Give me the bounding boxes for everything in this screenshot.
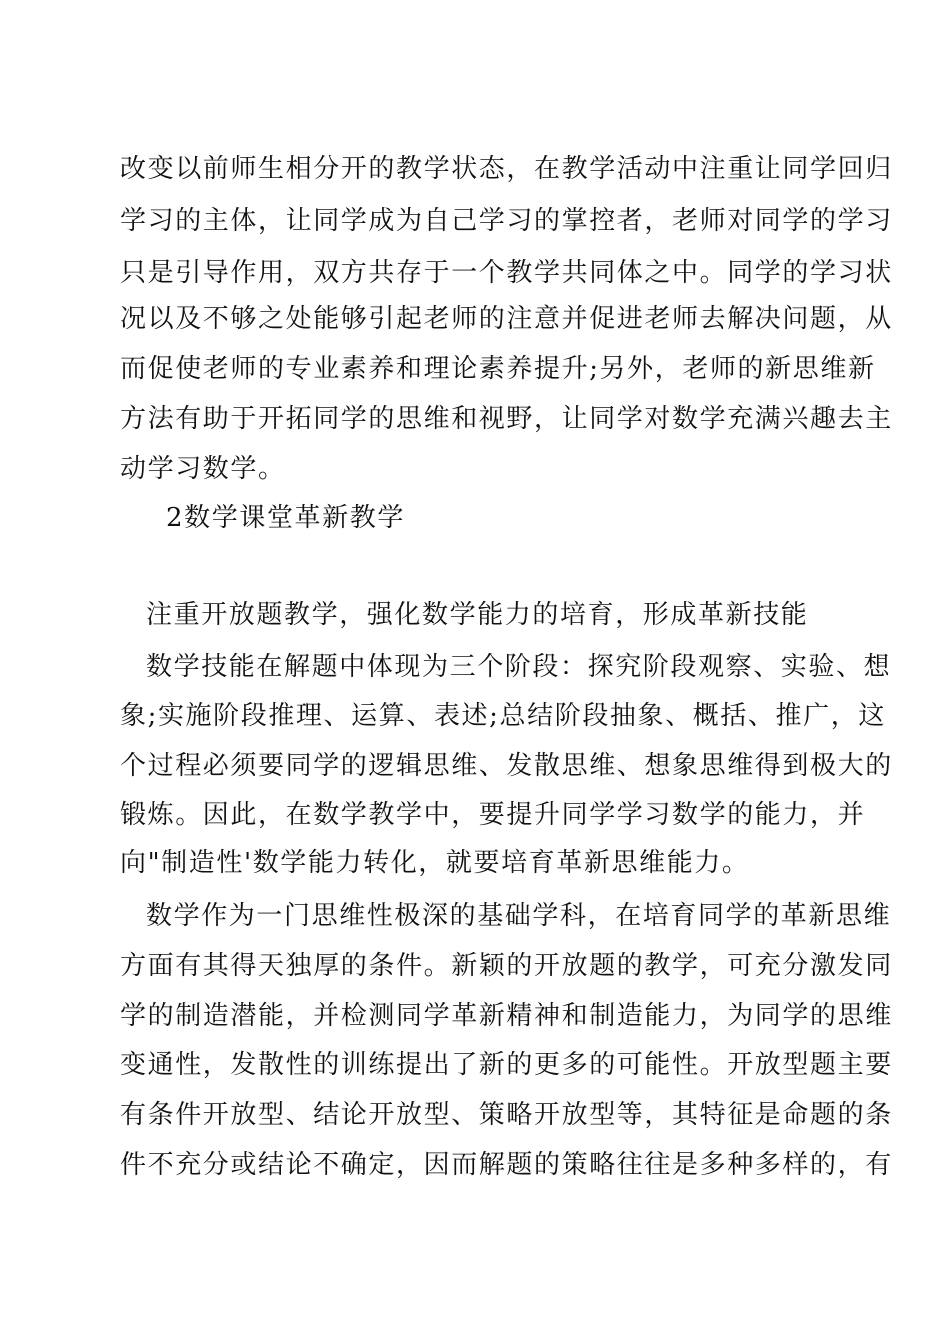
paragraph-1-line: 况以及不够之处能够引起老师的注意并促进老师去解决问题，从 (120, 304, 893, 334)
paragraph-3-line: 学的制造潜能，并检测同学革新精神和制造能力，为同学的思维 (120, 1001, 893, 1031)
paragraph-1-line: 只是引导作用，双方共存于一个教学共同体之中。同学的学习状 (120, 258, 893, 288)
paragraph-2-line: 个过程必须要同学的逻辑思维、发散思维、想象思维得到极大的 (120, 751, 893, 781)
paragraph-2-line: 象;实施阶段推理、运算、表述;总结阶段抽象、概括、推广，这 (120, 701, 886, 731)
paragraph-3-line: 件不充分或结论不确定，因而解题的策略往往是多种多样的，有 (120, 1150, 893, 1180)
section-heading: 2数学课堂革新教学 (166, 503, 405, 533)
paragraph-1-line: 而促使老师的专业素养和理论素养提升;另外，老师的新思维新 (120, 354, 876, 384)
paragraph-3-line: 变通性，发散性的训练提出了新的更多的可能性。开放型题主要 (120, 1050, 893, 1080)
subheading: 注重开放题教学，强化数学能力的培育，形成革新技能 (146, 600, 809, 630)
paragraph-1-line: 学习的主体，让同学成为自己学习的掌控者，老师对同学的学习 (120, 206, 893, 236)
paragraph-3-line: 方面有其得天独厚的条件。新颖的开放题的教学，可充分激发同 (120, 951, 893, 981)
paragraph-1-line: 改变以前师生相分开的教学状态，在教学活动中注重让同学回归 (120, 154, 893, 184)
paragraph-2-line: 锻炼。因此，在数学教学中，要提升同学学习数学的能力，并 (120, 800, 866, 830)
paragraph-1-line: 动学习数学。 (120, 454, 286, 484)
paragraph-2-line: 数学技能在解题中体现为三个阶段：探究阶段观察、实验、想 (146, 652, 892, 682)
paragraph-3-line: 数学作为一门思维性极深的基础学科，在培育同学的革新思维 (146, 901, 892, 931)
paragraph-2-line: 向"制造性'数学能力转化，就要培育革新思维能力。 (120, 848, 750, 878)
paragraph-1-line: 方法有助于开拓同学的思维和视野，让同学对数学充满兴趣去主 (120, 404, 893, 434)
paragraph-3-line: 有条件开放型、结论开放型、策略开放型等，其特征是命题的条 (120, 1100, 893, 1130)
